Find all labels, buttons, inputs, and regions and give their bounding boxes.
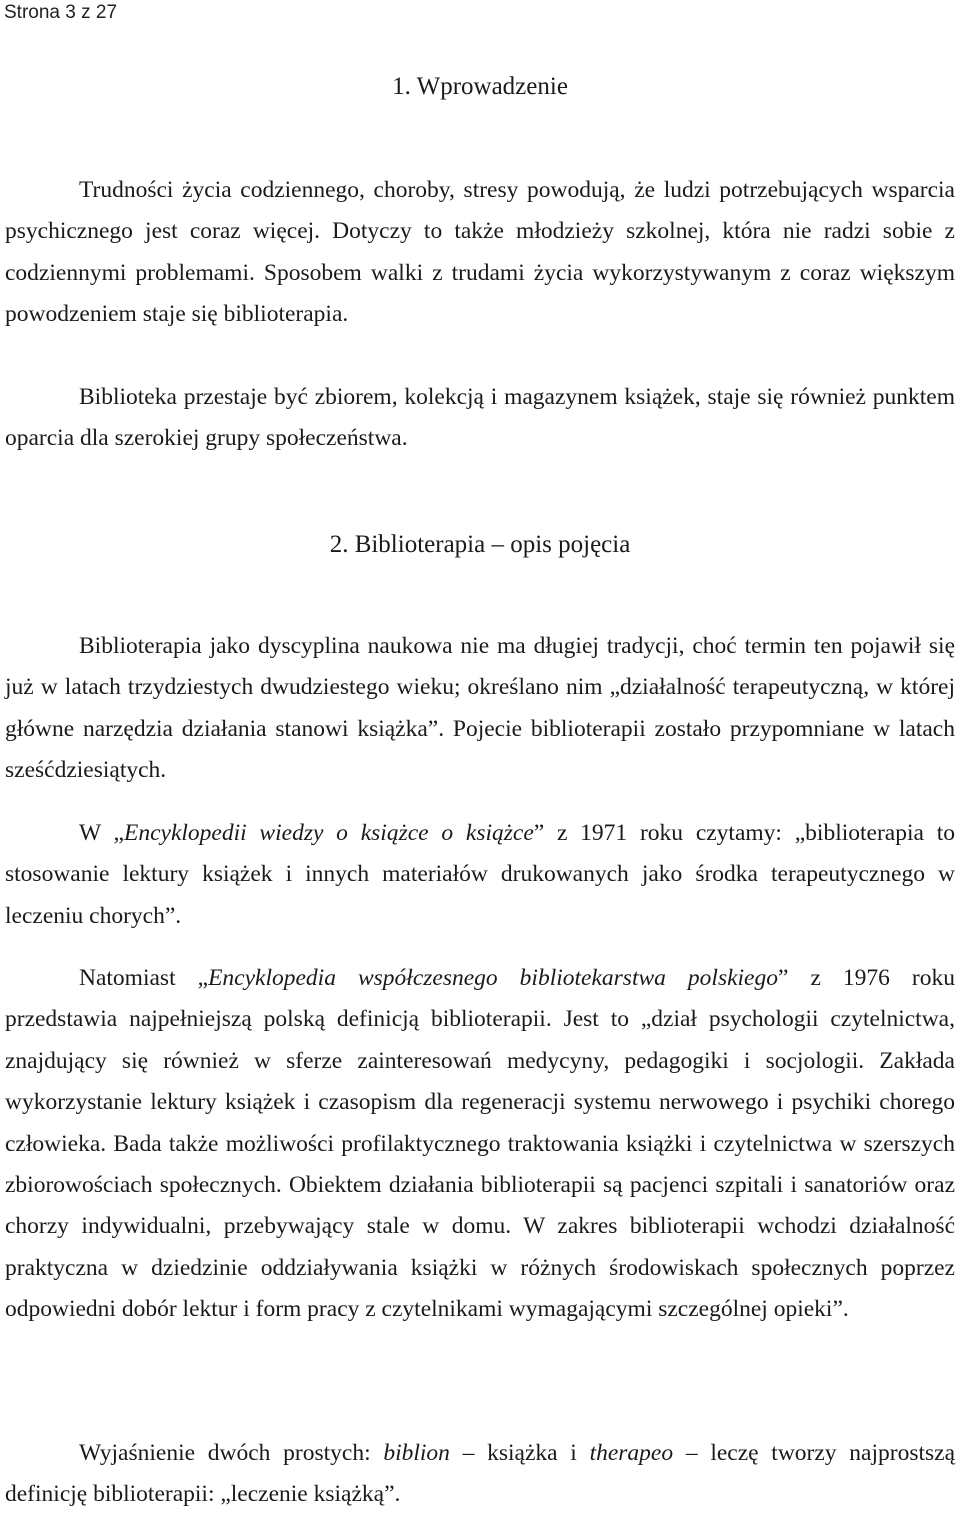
paragraph-text: Wyjaśnienie dwóch prostych: <box>79 1440 384 1466</box>
paragraph-encyclopedia-1971 <box>5 813 955 937</box>
paragraph-intro-2 <box>5 377 955 460</box>
paragraph-text: – książka i <box>449 1440 590 1466</box>
section-heading-bibliotherapy: 2. Biblioterapia – opis pojęcia <box>329 531 631 558</box>
paragraph-definition-history <box>5 626 955 792</box>
paragraph-intro-1 <box>5 170 955 336</box>
term-biblion: biblion <box>383 1440 450 1466</box>
book-title-encyclopedia-1976: Encyklopedia współczesnego bibliotekarstwa polskiego <box>208 965 778 991</box>
paragraph-text: Biblioterapia jako dyscyplina naukowa nie ma długiej tradycji, choć termin ten pojawił się już w latach trzydziestych dwudziestego wieku; określano nim „działalność terapeutyczną, w której główne narzędzia działania stanowi książka”. Pojecie biblioterapii zostało przypomniane w latach sześćdziesiątych. <box>5 633 955 784</box>
term-therapeo: therapeo <box>589 1440 674 1466</box>
paragraph-text: W „ <box>79 820 124 846</box>
book-title-encyclopedia-1971: Encyklopedii wiedzy o książce o książce <box>123 820 534 846</box>
paragraph-text: – leczę tworzy najprostszą definicję biblioterapii: „leczenie książką”. <box>5 1440 955 1508</box>
section-heading-introduction: 1. Wprowadzenie <box>392 73 568 100</box>
paragraph-text: ” z 1971 roku czytamy: „biblioterapia to stosowanie lektury książek i innych materiałów drukowanych jako środka terapeutycznego w leczeniu chorych”. <box>5 820 955 929</box>
paragraph-text: ” z 1976 roku przedstawia najpełniejszą polską definicją biblioterapii. Jest to „dział psychologii czytelnictwa, znajdujący się również w sferze zainteresowań medycyny, pedagogiki i socjologii. Zakłada wykorzystanie lektury książek i czasopism dla regeneracji systemu nerwowego i psychiki chorego człowieka. Bada także możliwości profilaktycznego traktowania książki i czytelnictwa w szerszych zbiorowościach społecznych. Obiektem działania biblioterapii są pacjenci szpitali i sanatoriów oraz chorzy indywidualni, przebywający stale w domu. W zakres biblioterapii wchodzi działalność praktyczna w dziedzinie oddziaływania książki w różnych środowiskach społecznych poprzez odpowiedni dobór lektur i form pracy z czytelnikami wymagającymi szczególnej opieki”. <box>5 965 956 1323</box>
paragraph-etymology <box>5 1433 955 1516</box>
paragraph-text: Biblioteka przestaje być zbiorem, kolekcją i magazynem książek, staje się również punktem oparcia dla szerokiej grupy społeczeństwa. <box>5 384 955 452</box>
paragraph-text: Natomiast „ <box>79 965 209 991</box>
paragraph-encyclopedia-1976 <box>5 958 955 1331</box>
page-number-label: Strona 3 z 27 <box>4 2 118 23</box>
paragraph-text: Trudności życia codziennego, choroby, stresy powodują, że ludzi potrzebujących wsparcia psychicznego jest coraz więcej. Dotyczy to także młodzieży szkolnej, która nie radzi sobie z codziennymi problemami. Sposobem walki z trudami życia wykorzystywanym z coraz większym powodzeniem staje się biblioterapia. <box>5 177 955 328</box>
